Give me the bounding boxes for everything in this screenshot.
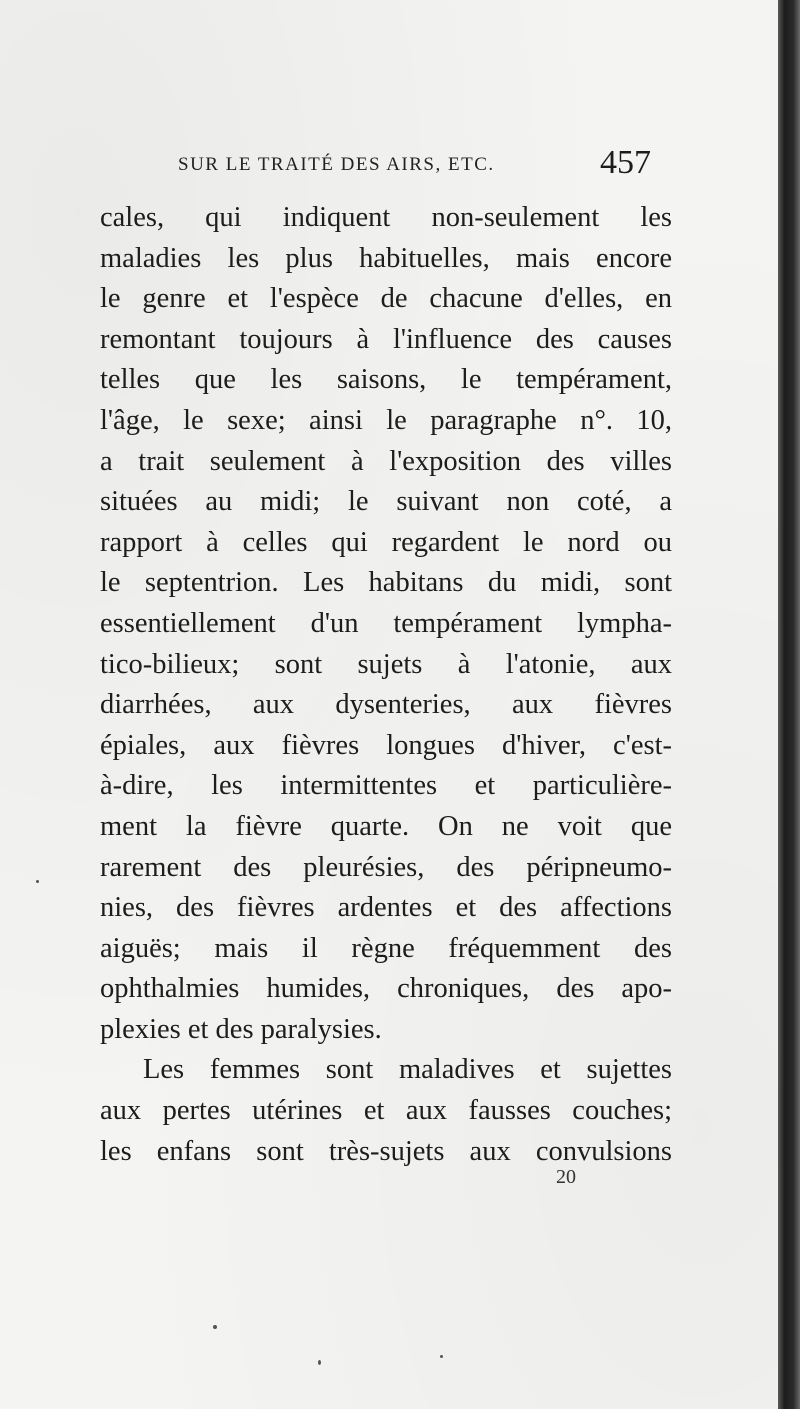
text-line: essentiellement d'un tempérament lympha- xyxy=(100,607,672,639)
book-spine-shadow xyxy=(778,0,800,1409)
text-line: a trait seulement à l'exposition des villes xyxy=(100,445,672,477)
text-line: telles que les saisons, le tempérament, xyxy=(100,364,672,396)
text-line: tico-bilieux; sont sujets à l'atonie, aux xyxy=(100,648,672,680)
text-line: situées au midi; le suivant non coté, a xyxy=(100,486,672,518)
paragraph-first-line: Les femmes sont maladives et sujettes xyxy=(143,1054,672,1086)
text-line: épiales, aux fièvres longues d'hiver, c'est- xyxy=(100,729,672,761)
text-line: aux pertes utérines et aux fausses couches; xyxy=(100,1095,672,1127)
text-line: remontant toujours à l'influence des causes xyxy=(100,323,672,355)
paper-speck xyxy=(440,1355,443,1358)
text-line: rapport à celles qui regardent le nord ou xyxy=(100,526,672,558)
text-line: le genre et l'espèce de chacune d'elles, en xyxy=(100,283,672,315)
page-number: 457 xyxy=(600,144,651,181)
text-line: rarement des pleurésies, des péripneumo- xyxy=(100,851,672,883)
text-line: maladies les plus habituelles, mais encore xyxy=(100,242,672,274)
text-line: aiguës; mais il règne fréquemment des xyxy=(100,932,672,964)
text-line: l'âge, le sexe; ainsi le paragraphe n°. 10, xyxy=(100,404,672,436)
text-line-last-of-paragraph: plexies et des paralysies. xyxy=(100,1013,382,1045)
text-line: ophthalmies humides, chroniques, des apo- xyxy=(100,973,672,1005)
paper-speck xyxy=(318,1360,321,1365)
text-line: les enfans sont très-sujets aux convulsions xyxy=(100,1135,672,1167)
paper-speck xyxy=(213,1325,217,1329)
text-line: ment la fièvre quarte. On ne voit que xyxy=(100,810,672,842)
running-head: SUR LE TRAITÉ DES AIRS, ETC. xyxy=(178,154,495,175)
signature-mark: 20 xyxy=(556,1166,576,1188)
text-line: le septentrion. Les habitans du midi, sont xyxy=(100,567,672,599)
paper-speck xyxy=(36,880,39,883)
text-line: à-dire, les intermittentes et particulière- xyxy=(100,770,672,802)
body-text xyxy=(100,198,672,1172)
text-line: cales, qui indiquent non-seulement les xyxy=(100,202,672,233)
text-line: diarrhées, aux dysenteries, aux fièvres xyxy=(100,689,672,721)
text-line: nies, des fièvres ardentes et des affections xyxy=(100,892,672,924)
